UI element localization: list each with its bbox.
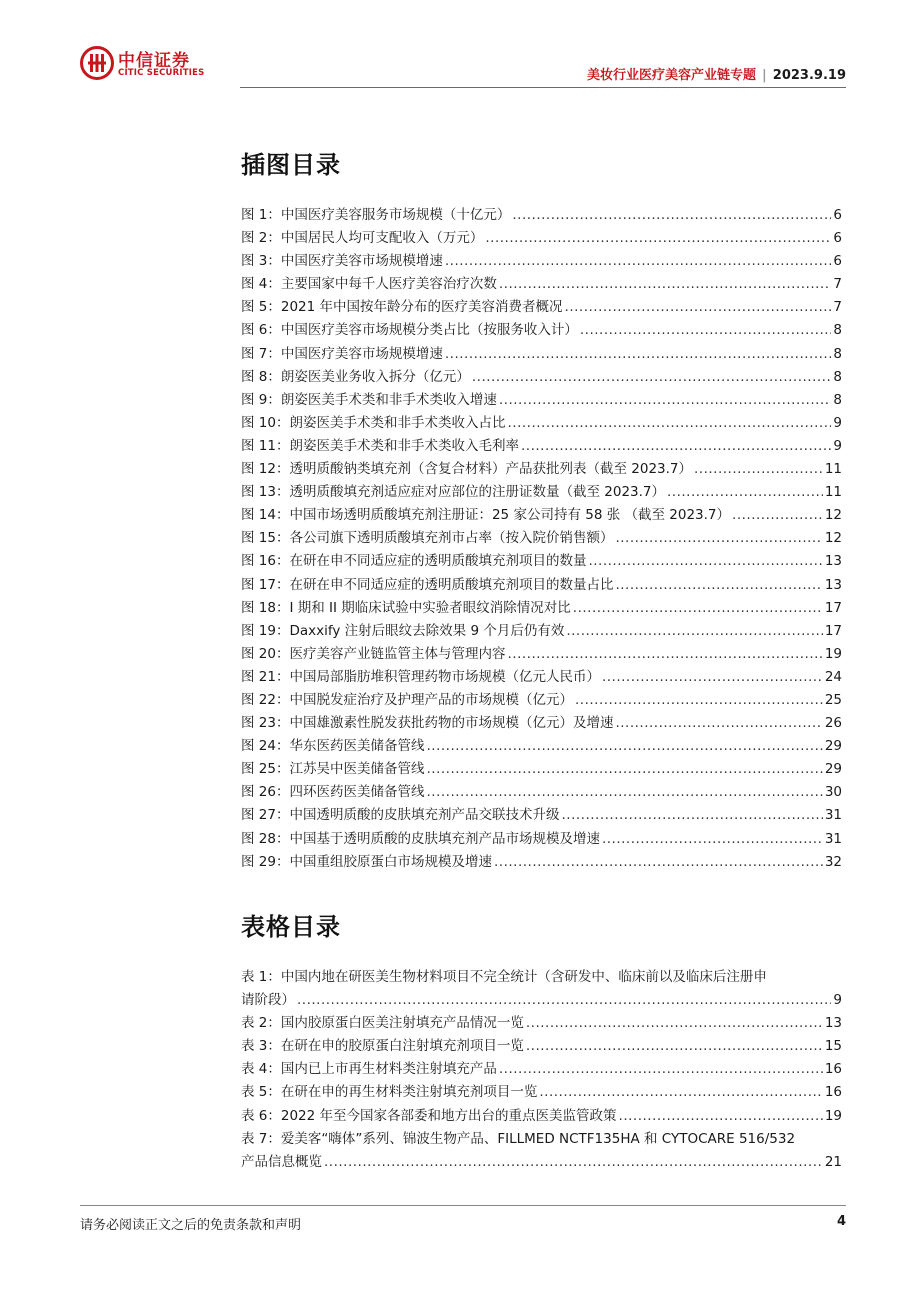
toc-entry-label: 图 29：中国重组胶原蛋白市场规模及增速 (241, 853, 492, 870)
figures-section-title: 插图目录 (241, 151, 341, 179)
header-info (587, 64, 846, 83)
toc-entry-figure-18[interactable] (241, 597, 842, 620)
toc-entry-label: 图 19：Daxxify 注射后眼纹去除效果 9 个月后仍有效 (241, 622, 565, 639)
toc-entry-page: 29 (824, 738, 842, 755)
toc-entry-page: 12 (824, 530, 842, 547)
toc-entry-figure-25[interactable] (241, 758, 842, 781)
toc-entry-label: 图 10：朗姿医美手术类和非手术类收入占比 (241, 414, 506, 431)
toc-entry-label: 图 6：中国医疗美容市场规模分类占比（按服务收入计） (241, 322, 578, 339)
toc-leader-dots (507, 643, 822, 666)
toc-entry-page: 19 (824, 645, 842, 662)
toc-entry-figure-9[interactable] (241, 389, 842, 412)
toc-leader-dots (615, 527, 822, 550)
toc-entry-label: 图 20：医疗美容产业链监管主体与管理内容 (241, 645, 506, 662)
toc-leader-dots (732, 504, 823, 527)
toc-entry-page: 11 (824, 461, 842, 478)
toc-entry-figure-24[interactable] (241, 735, 842, 758)
toc-entry-figure-8[interactable] (241, 366, 842, 389)
toc-leader-dots (324, 1151, 823, 1174)
toc-leader-dots (521, 435, 831, 458)
toc-entry-label: 图 18：I 期和 II 期临床试验中实验者眼纹消除情况对比 (241, 599, 571, 616)
toc-entry-page: 8 (833, 322, 842, 339)
toc-entry-table-1[interactable] (241, 966, 842, 1012)
toc-leader-dots (694, 458, 823, 481)
toc-leader-dots (602, 666, 823, 689)
toc-entry-label: 表 3：在研在申的胶原蛋白注射填充剂项目一览 (241, 1038, 524, 1055)
toc-entry-page: 24 (824, 668, 842, 685)
tables-heading-block (241, 907, 842, 942)
citic-logo-icon (80, 46, 114, 80)
tables-toc-list (241, 966, 842, 1174)
toc-leader-dots (588, 550, 822, 573)
toc-entry-label: 图 13：透明质酸填充剂适应症对应部位的注册证数量（截至 2023.7） (241, 484, 665, 501)
toc-entry-page: 8 (833, 345, 842, 362)
toc-leader-dots (297, 989, 831, 1012)
toc-entry-label: 图 16：在研在申不同适应症的透明质酸填充剂项目的数量 (241, 553, 587, 570)
toc-entry-page: 21 (824, 1153, 842, 1170)
toc-entry-page: 19 (824, 1107, 842, 1124)
toc-entry-table-4[interactable] (241, 1058, 842, 1081)
toc-leader-dots (472, 366, 832, 389)
toc-entry-figure-15[interactable] (241, 527, 842, 550)
toc-entry-page: 32 (824, 853, 842, 870)
toc-leader-dots (526, 1012, 823, 1035)
toc-entry-table-5[interactable] (241, 1081, 842, 1104)
toc-entry-label: 图 3：中国医疗美容市场规模增速 (241, 253, 443, 270)
toc-leader-dots (566, 620, 822, 643)
header-separator: | (762, 68, 767, 83)
toc-entry-table-2[interactable] (241, 1012, 842, 1035)
toc-entry-table-3[interactable] (241, 1035, 842, 1058)
toc-entry-label: 图 8：朗姿医美业务收入拆分（亿元） (241, 368, 470, 385)
toc-leader-dots (615, 712, 822, 735)
toc-entry-page: 6 (833, 253, 842, 270)
toc-entry-page: 13 (824, 1015, 842, 1032)
toc-entry-figure-17[interactable] (241, 574, 842, 597)
toc-leader-dots (499, 389, 832, 412)
toc-leader-dots (565, 296, 832, 319)
toc-entry-label: 图 1：中国医疗美容服务市场规模（十亿元） (241, 207, 511, 223)
toc-leader-dots (426, 758, 822, 781)
toc-entry-figure-2[interactable] (241, 227, 842, 250)
toc-leader-dots (499, 273, 832, 296)
toc-entry-page: 13 (824, 576, 842, 593)
toc-leader-dots (494, 851, 823, 874)
toc-entry-page: 11 (824, 484, 842, 501)
toc-entry-figure-12[interactable] (241, 458, 842, 481)
toc-leader-dots (539, 1081, 822, 1104)
toc-entry-label: 图 14：中国市场透明质酸填充剂注册证：25 家公司持有 58 张 （截至 2023.7） (241, 507, 731, 524)
toc-entry-label: 图 25：江苏吴中医美储备管线 (241, 761, 425, 778)
toc-entry-label: 图 15：各公司旗下透明质酸填充剂市占率（按入院价销售额） (241, 530, 614, 547)
toc-leader-dots (615, 574, 822, 597)
toc-entry-figure-5[interactable] (241, 296, 842, 319)
toc-entry-figure-20[interactable] (241, 643, 842, 666)
toc-entry-figure-1[interactable] (241, 204, 842, 227)
toc-entry-figure-21[interactable] (241, 666, 842, 689)
toc-entry-page: 25 (824, 691, 842, 708)
toc-leader-dots (575, 689, 823, 712)
toc-entry-label: 图 23：中国雄激素性脱发获批药物的市场规模（亿元）及增速 (241, 715, 614, 732)
toc-entry-page: 16 (824, 1084, 842, 1101)
toc-entry-label: 图 5：2021 年中国按年龄分布的医疗美容消费者概况 (241, 299, 563, 316)
footer-divider (80, 1205, 846, 1206)
toc-entry-label: 表 6：2022 年至今国家各部委和地方出台的重点医美监管政策 (241, 1107, 617, 1124)
toc-leader-dots (426, 735, 822, 758)
toc-entry-label: 图 11：朗姿医美手术类和非手术类收入毛利率 (241, 437, 519, 454)
logo-chinese-name: 中信证券 (118, 51, 190, 71)
toc-entry-label: 图 22：中国脱发症治疗及护理产品的市场规模（亿元） (241, 691, 573, 708)
toc-entry-figure-29[interactable] (241, 851, 842, 874)
toc-leader-dots (445, 250, 832, 273)
toc-entry-page: 9 (833, 992, 842, 1009)
toc-entry-label: 图 17：在研在申不同适应症的透明质酸填充剂项目的数量占比 (241, 576, 614, 593)
toc-entry-table-6[interactable] (241, 1105, 842, 1128)
toc-entry-figure-22[interactable] (241, 689, 842, 712)
toc-entry-table-7[interactable] (241, 1128, 842, 1174)
toc-leader-dots (426, 781, 822, 804)
toc-entry-label: 图 26：四环医药医美储备管线 (241, 784, 425, 801)
toc-leader-dots (526, 1035, 823, 1058)
report-date: 2023.9.19 (772, 68, 846, 83)
toc-entry-page: 16 (824, 1061, 842, 1078)
toc-entry-label: 图 12：透明质酸钠类填充剂（含复合材料）产品获批列表（截至 2023.7） (241, 461, 692, 478)
toc-entry-page: 7 (833, 276, 842, 293)
toc-entry-label: 表 7：爱美客“嗨体”系列、锦波生物产品、FILLMED NCTF135HA 和 CYTOCARE 516/532 (241, 1130, 796, 1147)
toc-entry-label: 图 24：华东医药医美储备管线 (241, 738, 425, 755)
toc-entry-page: 26 (824, 715, 842, 732)
toc-entry-label: 图 21：中国局部脂肪堆积管理药物市场规模（亿元人民币） (241, 668, 600, 685)
toc-entry-label: 表 5：在研在申的再生材料类注射填充剂项目一览 (241, 1084, 538, 1101)
toc-entry-figure-26[interactable] (241, 781, 842, 804)
toc-entry-label-continued: 请阶段） (241, 992, 295, 1009)
report-topic: 美妆行业医疗美容产业链专题 (587, 68, 757, 83)
toc-entry-label-continued: 产品信息概览 (241, 1153, 322, 1170)
toc-leader-dots (602, 828, 823, 851)
toc-entry-page: 13 (824, 553, 842, 570)
toc-leader-dots (445, 343, 832, 366)
toc-entry-page: 9 (833, 414, 842, 431)
toc-leader-dots (619, 1105, 823, 1128)
toc-entry-label: 图 7：中国医疗美容市场规模增速 (241, 345, 443, 362)
toc-entry-figure-19[interactable] (241, 620, 842, 643)
page-header (80, 44, 846, 90)
toc-entry-page: 6 (833, 207, 842, 223)
toc-entry-page: 17 (824, 599, 842, 616)
toc-entry-figure-4[interactable] (241, 273, 842, 296)
toc-entry-page: 30 (824, 784, 842, 801)
toc-entry-page: 17 (824, 622, 842, 639)
toc-entry-figure-27[interactable] (241, 804, 842, 827)
toc-leader-dots (485, 227, 831, 250)
toc-entry-figure-13[interactable] (241, 481, 842, 504)
toc-entry-label: 表 4：国内已上市再生材料类注射填充产品 (241, 1061, 497, 1078)
figures-toc-list (241, 204, 842, 874)
header-divider (240, 87, 846, 88)
toc-entry-figure-16[interactable] (241, 550, 842, 573)
toc-entry-page: 8 (833, 391, 842, 408)
toc-entry-figure-7[interactable] (241, 343, 842, 366)
toc-entry-figure-14[interactable] (241, 504, 842, 527)
toc-entry-page: 7 (833, 299, 842, 316)
tables-section-title: 表格目录 (241, 913, 341, 941)
footer-disclaimer: 请务必阅读正文之后的免责条款和声明 (80, 1218, 302, 1233)
toc-entry-page: 15 (824, 1038, 842, 1055)
toc-entry-label: 图 27：中国透明质酸的皮肤填充剂产品交联技术升级 (241, 807, 560, 824)
toc-entry-page: 31 (824, 830, 842, 847)
page-number: 4 (836, 1214, 846, 1229)
toc-entry-figure-3[interactable] (241, 250, 842, 273)
toc-entry-figure-11[interactable] (241, 435, 842, 458)
logo-english-name: CITIC SECURITIES (118, 68, 205, 78)
toc-leader-dots (573, 597, 823, 620)
toc-leader-dots (507, 412, 831, 435)
toc-entry-page: 31 (824, 807, 842, 824)
toc-entry-page: 9 (833, 437, 842, 454)
toc-entry-figure-6[interactable] (241, 319, 842, 342)
toc-leader-dots (499, 1058, 823, 1081)
toc-leader-dots (512, 204, 831, 227)
toc-entry-figure-28[interactable] (241, 828, 842, 851)
toc-entry-label: 表 2：国内胶原蛋白医美注射填充产品情况一览 (241, 1015, 524, 1032)
toc-entry-page: 6 (833, 230, 842, 247)
figures-heading-block (241, 145, 842, 180)
toc-entry-page: 29 (824, 761, 842, 778)
toc-entry-label: 图 9：朗姿医美手术类和非手术类收入增速 (241, 391, 497, 408)
toc-entry-label: 图 2：中国居民人均可支配收入（万元） (241, 230, 484, 247)
toc-entry-figure-23[interactable] (241, 712, 842, 735)
toc-entry-figure-10[interactable] (241, 412, 842, 435)
toc-entry-page: 12 (824, 507, 842, 524)
toc-entry-label: 图 4：主要国家中每千人医疗美容治疗次数 (241, 276, 497, 293)
toc-leader-dots (667, 481, 823, 504)
toc-entry-label: 图 28：中国基于透明质酸的皮肤填充剂产品市场规模及增速 (241, 830, 600, 847)
toc-entry-page: 8 (833, 368, 842, 385)
toc-leader-dots (580, 319, 832, 342)
toc-entry-label: 表 1：中国内地在研医美生物材料项目不完全统计（含研发中、临床前以及临床后注册申 (241, 969, 767, 985)
citic-logo (80, 44, 230, 84)
toc-leader-dots (561, 804, 822, 827)
